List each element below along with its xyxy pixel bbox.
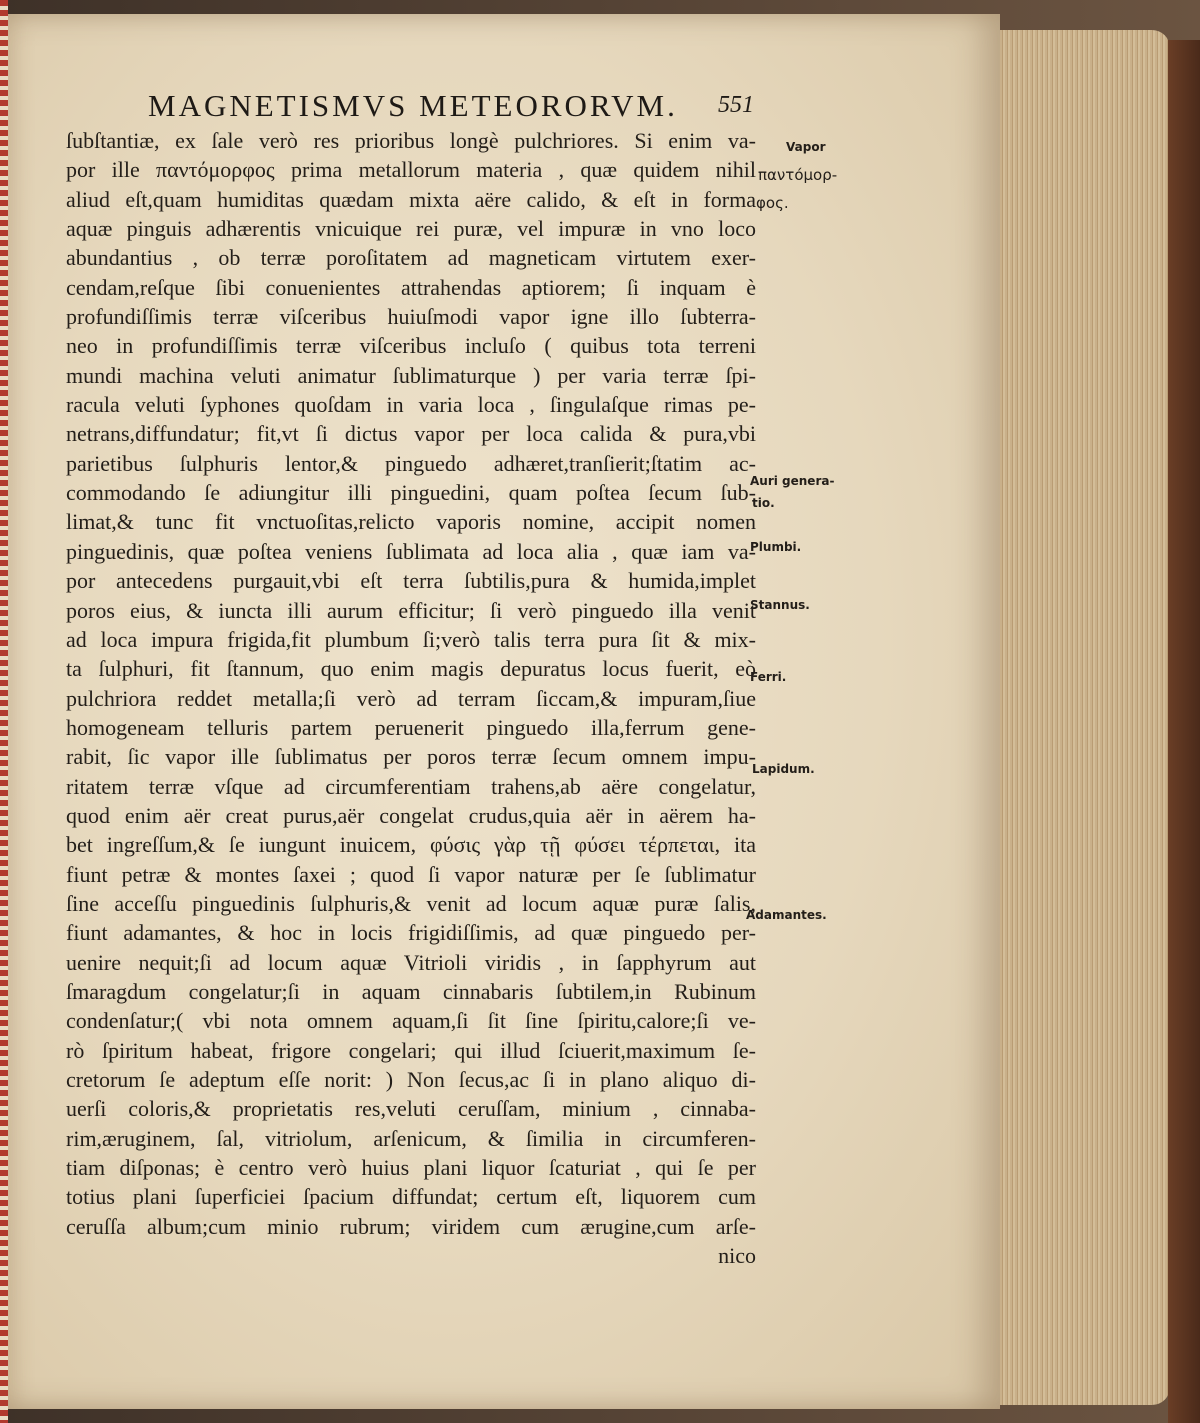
text-line: cendam,reſque ſibi conuenientes attrahendas aptiorem; ſi inquam è — [66, 274, 756, 300]
text-line: pulchriora reddet metalla;ſi verò ad terram ſiccam,& impuram,ſiue — [66, 685, 756, 711]
text-line: uenire nequit;ſi ad locum aquæ Vitrioli viridis , in ſapphyrum aut — [66, 949, 756, 975]
text-line: ritatem terræ vſque ad circumferentiam trahens,ab aëre congelatur, — [66, 773, 756, 799]
text-line: tiam diſponas; è centro verò huius plani liquor ſcaturiat , qui ſe per — [66, 1155, 756, 1181]
text-line: commodando ſe adiungitur illi pinguedini, quam poſtea ſecum ſub- — [66, 480, 756, 506]
marginal-note-tio: tio. — [752, 496, 775, 510]
text-line: poros eius, & iuncta illi aurum efficitur; ſi verò pinguedo illa venit — [66, 597, 756, 623]
marginal-note-pantomorphos: παντόμορ- — [758, 166, 838, 184]
text-line: rò ſpiritum habeat, frigore congelari; qui illud ſciuerit,maximum ſe- — [66, 1037, 756, 1063]
text-line: condenſatur;( vbi nota omnem aquam,ſi ſit ſine ſpiritu,calore;ſi ve- — [66, 1008, 756, 1034]
text-line: quod enim aër creat purus,aër congelat crudus,quia aër in aërem ha- — [66, 802, 756, 828]
text-line: fiunt petræ & montes ſaxei ; quod ſi vapor naturæ per ſe ſublimatur — [66, 861, 756, 887]
text-line: homogeneam telluris partem peruenerit pinguedo illa,ferrum gene- — [66, 714, 756, 740]
text-line: ta ſulphuri, fit ſtannum, quo enim magis depuratus locus fuerit, eò — [66, 656, 756, 682]
catchword: nico — [718, 1243, 756, 1269]
page-stack-edge — [1000, 30, 1170, 1405]
text-line: cretorum ſe adeptum eſſe norit: ) Non ſecus,ac ſi in plano aliquo di- — [66, 1067, 756, 1092]
marginal-note-phos: φος. — [756, 194, 789, 212]
page-number: 551 — [718, 92, 754, 118]
text-line: uerſi coloris,& proprietatis res,veluti ceruſſam, minium , cinnaba- — [66, 1096, 756, 1122]
text-line: ſmaragdum congelatur;ſi in aquam cinnabaris ſubtilem,in Rubinum — [66, 978, 756, 1004]
text-line: racula veluti ſyphones quoſdam in varia loca , ſingulaſque rimas pe- — [66, 392, 756, 418]
text-line: rim,æruginem, ſal, vitriolum, arſenicum, & ſimilia in circumferen- — [66, 1125, 756, 1151]
text-line: ceruſſa album;cum minio rubrum; viridem cum ærugine,cum arſe- — [66, 1213, 756, 1239]
text-line: por antecedens purgauit,vbi eſt terra ſubtilis,pura & humida,implet — [66, 568, 756, 594]
text-line: por ille παντόμορφος prima metallorum materia , quæ quidem nihil — [66, 157, 756, 183]
text-line: limat,& tunc fit vnctuoſitas,relicto vaporis nomine, accipit nomen — [66, 509, 756, 535]
text-line: bet ingreſſum,& ſe iungunt inuicem, φύσις γὰρ τῇ φύσει τέρπεται, ita — [66, 832, 756, 858]
main-text-block — [66, 126, 756, 1270]
text-line: mundi machina veluti animatur ſublimaturque ) per varia terræ ſpi- — [66, 362, 756, 388]
text-line: neo in profundiſſimis terræ viſceribus incluſo ( quibus tota terreni — [66, 333, 756, 359]
text-line: rabit, ſic vapor ille ſublimatus per poros terræ ſecum omnem impu- — [66, 744, 756, 770]
marginal-note-ferri: Ferri. — [750, 670, 787, 684]
marginal-note-stannus: Stannus. — [750, 598, 810, 612]
text-line: abundantius , ob terræ poroſitatem ad magneticam virtutem exer- — [66, 245, 756, 271]
text-line: ad loca impura frigida,fit plumbum ſi;verò talis terra pura ſit & mix- — [66, 626, 756, 652]
text-line: profundiſſimis terræ viſceribus huiuſmodi vapor igne illo ſubterra- — [66, 304, 756, 330]
text-line: aliud eſt,quam humiditas quædam mixta aëre calido, & eſt in forma — [66, 186, 756, 212]
marginal-note-vapor: Vapor — [786, 140, 826, 154]
text-line: fiunt adamantes, & hoc in locis frigidiſſimis, ad quæ pinguedo per- — [66, 920, 756, 946]
running-head: MAGNETISMVS METEORORVM. — [148, 88, 678, 123]
marginal-note-lapidum: Lapidum. — [752, 762, 815, 776]
cover-edge — [1168, 40, 1200, 1423]
marginal-note-adamantes: Adamantes. — [746, 908, 827, 922]
text-line: pinguedinis, quæ poſtea veniens ſublimata ad loca alia , quæ iam va- — [66, 538, 756, 564]
text-line: totius plani ſuperficiei ſpacium diffundat; certum eſt, liquorem cum — [66, 1184, 756, 1210]
marginal-note-auri: Auri genera- — [750, 474, 835, 488]
text-line: aquæ pinguis adhærentis vnicuique rei puræ, vel impuræ in vno loco — [66, 216, 756, 242]
text-line: ſubſtantiæ, ex ſale verò res prioribus longè pulchriores. Si enim va- — [66, 128, 756, 153]
binding-edge — [0, 0, 8, 1423]
marginal-note-plumbi: Plumbi. — [750, 540, 802, 554]
text-line: parietibus ſulphuris lentor,& pinguedo adhæret,tranſierit;ſtatim ac- — [66, 450, 756, 476]
text-line: ſine acceſſu pinguedinis ſulphuris,& venit ad locum aquæ puræ ſalis, — [66, 890, 756, 916]
text-line: netrans,diffundatur; fit,vt ſi dictus vapor per loca calida & pura,vbi — [66, 421, 756, 447]
